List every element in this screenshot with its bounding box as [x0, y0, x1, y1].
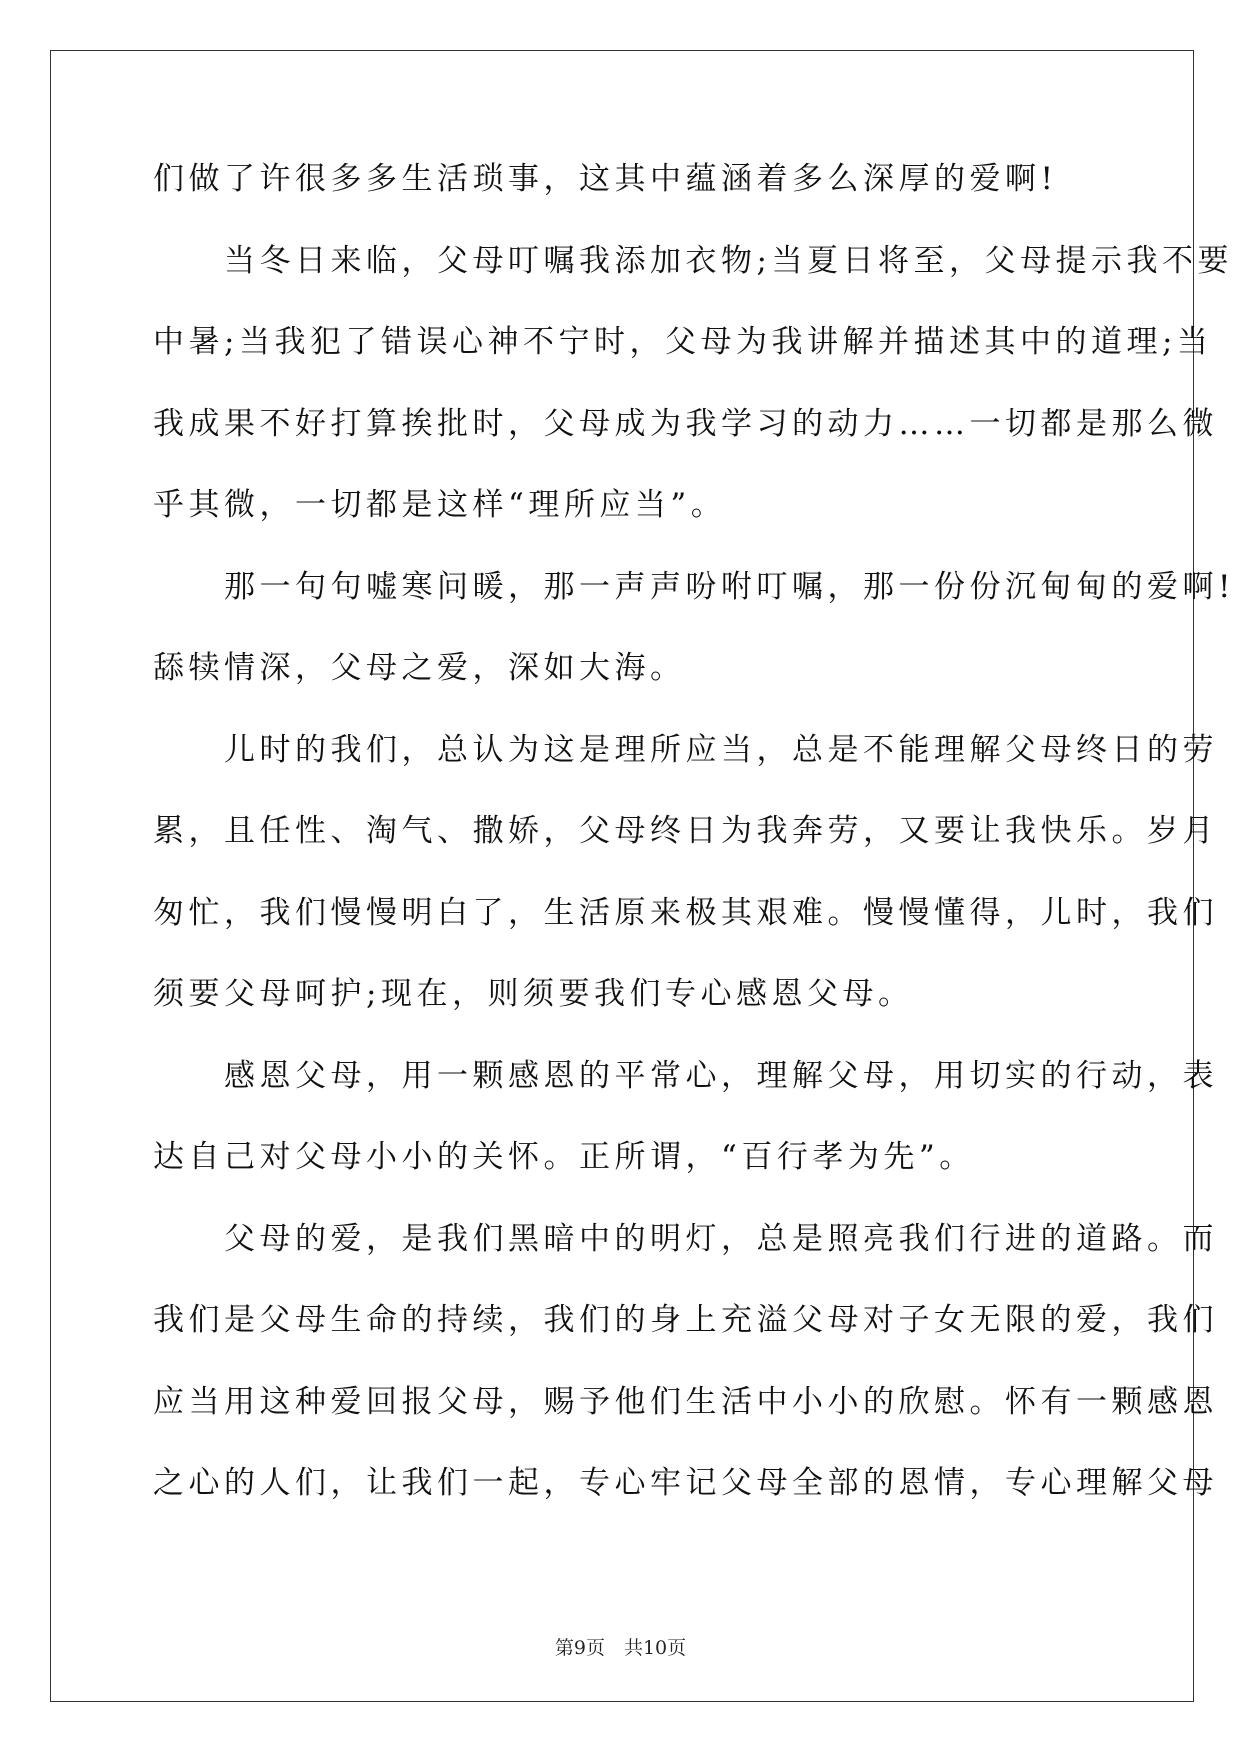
text-line: 之心的人们，让我们一起，专心牢记父母全部的恩情，专心理解父母	[153, 1465, 1218, 1501]
text-line: 达自己对父母小小的关怀。正所谓，“百行孝为先”。	[153, 1139, 975, 1175]
text-line: 乎其微，一切都是这样“理所应当”。	[153, 487, 727, 523]
text-line: 累，且任性、淘气、撒娇，父母终日为我奔劳，又要让我快乐。岁月	[153, 813, 1218, 849]
text-line: 我们是父母生命的持续，我们的身上充溢父母对子女无限的爱，我们	[153, 1302, 1218, 1338]
text-line: 儿时的我们，总认为这是理所应当，总是不能理解父母终日的劳	[153, 731, 1218, 768]
text-line: 们做了许很多多生活琐事，这其中蕴涵着多么深厚的爱啊!	[153, 161, 1058, 197]
text-line: 匆忙，我们慢慢明白了，生活原来极其艰难。慢慢懂得，儿时，我们	[153, 894, 1218, 931]
text-line: 须要父母呵护;现在，则须要我们专心感恩父母。	[153, 976, 914, 1012]
text-line: 父母的爱，是我们黑暗中的明灯，总是照亮我们行进的道路。而	[153, 1220, 1218, 1257]
text-line: 舔犊情深，父母之爱，深如大海。	[153, 650, 686, 686]
page-number: 第9页 共10页	[554, 1637, 687, 1659]
text-line: 当冬日来临，父母叮嘱我添加衣物;当夏日将至，父母提示我不要	[153, 242, 1233, 279]
text-line: 应当用这种爱回报父母，赐予他们生活中小小的欣慰。怀有一颗感恩	[153, 1383, 1218, 1420]
page-footer	[0, 1636, 1241, 1660]
text-line: 那一句句嘘寒问暖，那一声声吩咐叮嘱，那一份份沉甸甸的爱啊!	[153, 568, 1235, 605]
text-line: 我成果不好打算挨批时，父母成为我学习的动力……一切都是那么微	[153, 405, 1218, 442]
document-body	[153, 159, 1235, 1545]
text-line: 中暑;当我犯了错误心神不宁时，父母为我讲解并描述其中的道理;当	[153, 324, 1213, 360]
text-line: 感恩父母，用一颗感恩的平常心，理解父母，用切实的行动，表	[153, 1057, 1218, 1094]
